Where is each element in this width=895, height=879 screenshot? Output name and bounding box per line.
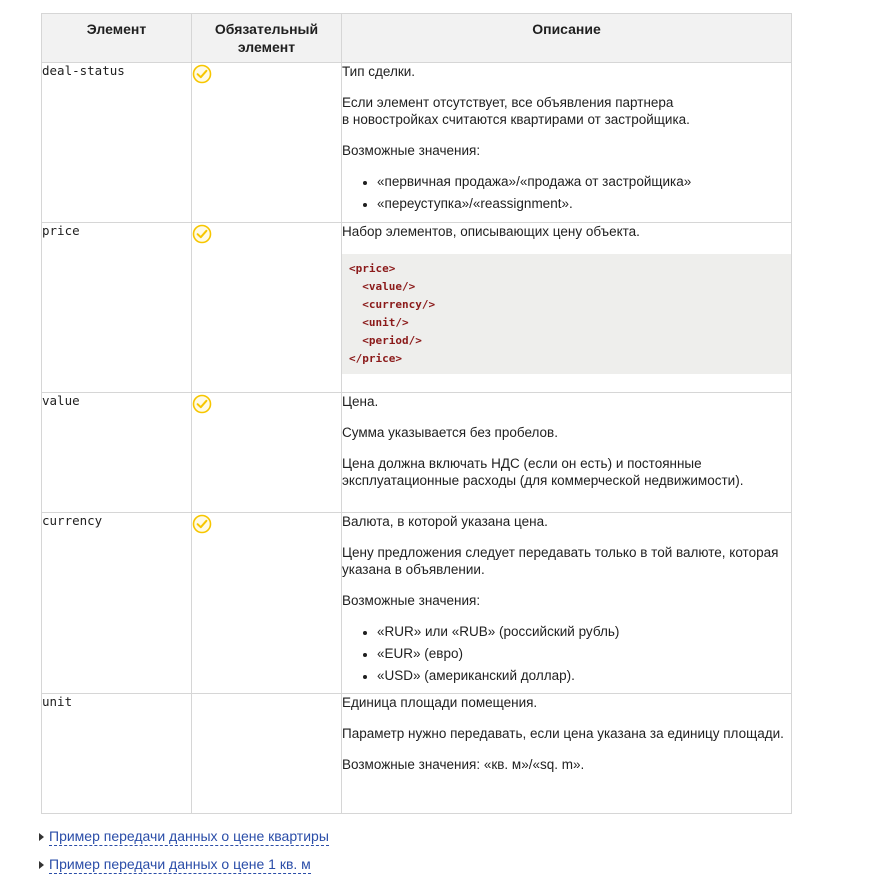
description-text: Возможные значения: xyxy=(342,143,481,158)
header-description: Описание xyxy=(342,14,792,63)
description-text: Единица площади помещения. xyxy=(342,695,538,710)
element-name: deal-status xyxy=(42,63,192,223)
example-link-row[interactable] xyxy=(39,823,329,851)
description-text: Сумма указывается без пробелов. xyxy=(342,425,558,440)
description-text: Набор элементов, описывающих цену объекта. xyxy=(342,224,640,239)
example-links xyxy=(39,823,329,879)
values-list xyxy=(342,623,791,684)
description-text: Возможные значения: xyxy=(342,593,481,608)
list-item: • «EUR» (евро) xyxy=(377,645,791,662)
element-name: unit xyxy=(42,694,192,814)
table-row xyxy=(42,694,792,814)
description-text: Цена должна включать НДС (если он есть) и постоянные эксплуатационные расходы (для коммерческой недвижимости). xyxy=(342,456,744,488)
list-item: • «первичная продажа»/«продажа от застройщика» xyxy=(377,173,791,190)
example-link-row[interactable] xyxy=(39,851,329,879)
required-cell xyxy=(192,223,342,393)
table-row xyxy=(42,393,792,513)
description-cell xyxy=(342,223,792,393)
table-header-row xyxy=(42,14,792,63)
description-text: Цена. xyxy=(342,394,379,409)
table-row xyxy=(42,223,792,393)
example-link-sqm-price[interactable]: Пример передачи данных о цене 1 кв. м xyxy=(49,856,311,872)
list-item: • «переуступка»/«reassignment». xyxy=(377,195,791,212)
description-cell xyxy=(342,393,792,513)
required-cell xyxy=(192,694,342,814)
description-text: Валюта, в которой указана цена. xyxy=(342,514,548,529)
table-row xyxy=(42,513,792,694)
header-element: Элемент xyxy=(42,14,192,63)
triangle-right-icon[interactable] xyxy=(39,861,44,869)
table-row xyxy=(42,63,792,223)
description-cell xyxy=(342,63,792,223)
required-cell xyxy=(192,393,342,513)
element-name: currency xyxy=(42,513,192,694)
description-text: Цену предложения следует передавать только в той валюте, которая указана в объявлении. xyxy=(342,545,779,577)
code-block: <price> <value/> <currency/> <unit/> <period/> </price> xyxy=(342,254,791,374)
description-text: Параметр нужно передавать, если цена указана за единицу площади. xyxy=(342,726,784,741)
description-text: Возможные значения: «кв. м»/«sq. m». xyxy=(342,757,585,772)
elements-table xyxy=(41,13,792,814)
description-text: Если элемент отсутствует, все объявления партнера в новостройках считаются квартирами от застройщика. xyxy=(342,95,690,127)
triangle-right-icon[interactable] xyxy=(39,833,44,841)
required-cell xyxy=(192,63,342,223)
element-name: price xyxy=(42,223,192,393)
element-name: value xyxy=(42,393,192,513)
description-text: Тип сделки. xyxy=(342,64,416,79)
description-cell xyxy=(342,513,792,694)
description-cell xyxy=(342,694,792,814)
values-list xyxy=(342,173,791,212)
list-item: • «USD» (американский доллар). xyxy=(377,667,791,684)
header-required: Обязательный элемент xyxy=(192,14,342,63)
example-link-apartment-price[interactable]: Пример передачи данных о цене квартиры xyxy=(49,828,329,844)
check-circle-icon xyxy=(192,514,212,534)
check-circle-icon xyxy=(192,394,212,414)
list-item: • «RUR» или «RUB» (российский рубль) xyxy=(377,623,791,640)
check-circle-icon xyxy=(192,224,212,244)
check-circle-icon xyxy=(192,64,212,84)
required-cell xyxy=(192,513,342,694)
